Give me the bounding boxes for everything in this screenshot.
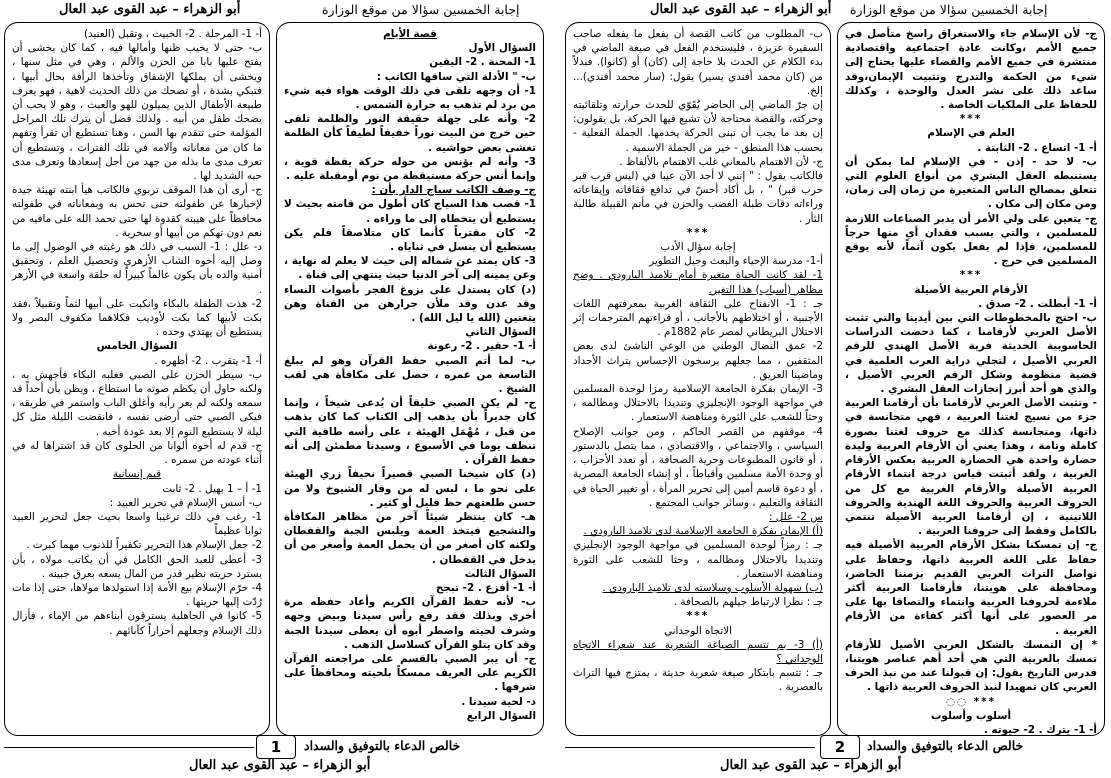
paragraph: 3- أعطى للعبد الحق الكامل في أن يكاتب مولاه ، بأن يسترد حريته نظير قدر من المال يسعه بعرق جبينه .	[12, 553, 262, 580]
paragraph: أ- 1- اتساع . 2- الثابتة .	[977, 141, 1097, 154]
paragraph: 1- أ – 1 بهيل . 2- ثابت	[162, 482, 262, 495]
section-heading: قصة الأيام	[383, 28, 437, 40]
section-heading: قيم إنسانية	[112, 468, 162, 481]
paragraph: إن جرّ الماضي إلى الحاضر يُقَوّي للحدث حرارته وتلقائيته وحركته، والقصة محتاجة لأن تشيع فيها الحركة، بل يقولون: إن بعد ما يجب أن تبنى الحركة يخدمها. الجملة الفعلية - بحسب هذا المنطق - خير من الجملة الاسمية .	[573, 99, 823, 154]
paragraph: 5- كانوا في الجاهلية يسترقون أبناءهم من الإماء ، فأزال ذلك الإسلام وجعلهم أحراراً كآبائهم .	[12, 610, 262, 637]
page-1	[4, 2, 544, 776]
subheading: السؤال الأول	[468, 42, 536, 55]
footer-author: أبو الزهراء – عبد القوى عبد العال	[720, 758, 902, 773]
paragraph: 2- عمق النضال الوطني من الوعي الناشئ لدى بعض المثقفين ، مما جعلهم يرسخون الإحساس بتراث الأجداد وماضينا العريق .	[573, 340, 823, 381]
paragraph: ب- " الأدلة التي ساقها الكاتب :	[376, 70, 536, 83]
paragraph: ب- المطلوب من كاتب القصة أن يفعل ما يفعله صاحب السفيرة عزيزة ، فليستخدم الفعل في صيغة الماضي في بدء الكلام عن الحدث بلا حاجة إلى (كان) أو (كانوا). فبدلاً من (كان محمد أفندي يسير) يقول: (سار محمد أفندي)... إلخ.	[573, 28, 823, 97]
paragraph: 1- المحنة . 2- اليقين	[429, 56, 536, 69]
section-heading: إجابة سؤال الأدب	[660, 241, 736, 254]
paragraph: - وتثبت الأصل العربي لأرقامنا بأن أرقامنا العربية جزء من نسيج لغتنا العربية ، فهي متجانسة في ذاتها، ومتجانسة كذلك مع حروف لغتنا بصورة كاملة وتامة ، وهذا يعني أن الأرقام العربية وليدة حضارة واحدة هي الحضارة العربية بعكس الأرقام الغربية ، ولقد أثبتت قياس درجة انتماء الأرقام العربية الأصيلة والأرقام الغربية مع كل من الحروف العربية والحروف اللغة الهندية والحروف اللاتينية ، إن أرقامنا العربية الأصيلة تنتمي بالكامل وفقط إلى حروفنا العربية .	[845, 397, 1097, 538]
paragraph: ب- أسس الإسلام في تحرير العبيد :	[109, 496, 262, 509]
paragraph: ب- لا حد - إذن - في الإسلام لما يمكن أن يستنبطه العقل البشري من أنواع العلوم التي تتعلق بمصالح الناس المتغيرة من زمان إلى زمان، ومن مكان إلى مكان .	[845, 155, 1097, 211]
question: س 2- علل :	[769, 510, 823, 523]
paragraph: جـ : نظرا لارتباط جيلهم بالصحافة .	[673, 596, 823, 609]
paragraph: ج- أرى أن هذا الموقف تربوي فالكاتب هيأ ابنته تهيئة جيدة لإخبارها عن طفولته حتى تحس به وبمعاناته في طفولته محافظاً على هيبته كقدوة لها حتى تحمد الله على مافيه من نعم دون تهكم من أبيها أو سخرية .	[12, 184, 262, 239]
subheading: السؤال الثالث	[464, 567, 536, 580]
paragraph: د- لحية سيدنا .	[461, 695, 536, 708]
column-right	[837, 22, 1105, 736]
paragraph: ب- احتج بالمخطوطات التي بين أيدينا والتي تثبت الأصل العربي لأرقامنا ، كما دحضت الدراسات الحاسوبية الحديثة فرية الأصل الهندي للرقم العربي الأصيل ، لتجلي دراية العرب العلمية في قضية منظومة وشكل الرقم العربي الأصيل ، والذي هو أحد أبرز إنجازات العقل البشري .	[845, 312, 1097, 396]
header-author: أبو الزهراء – عبد القوى عبد العال	[650, 2, 832, 17]
paragraph: جـ : تتسم بابتكار صيغة شعرية حديثة ، يمتزج فيها التراث بالعصرية .	[573, 667, 823, 694]
paragraph: أ- 1- يتقرب . 2- أظهره .	[154, 354, 262, 367]
question: (أ) الإيمان بفكرة الجامعة الإسلامية لدى تلاميذ البارودي .	[583, 525, 823, 538]
paragraph: 1- قصب هذا السياج كان أطول من قامته بحيث لا يستطيع أن يتخطاه إلى ما وراءه .	[284, 198, 536, 225]
paragraph: ج- إن تمسكنا بشكل الأرقام العربية الأصيلة فيه حفاظ على اللغة العربية ذاتها، وحفاظ على تواصل التراث العربي القديم بزمننا الحاضر، ومحافظة على هويتنا، فأرقامنا العربية أكثر ملاءمة لحروفنا العربية وانتماء والتصاقا بها على مر العصور على أنها أكثر كفاءة من الأرقام الغربية .	[845, 539, 1097, 637]
question: (أ) 3- بم تتسم الصياغة الشعرية عند شعراء الاتجاه الوجداني ؟	[573, 638, 823, 665]
separator-stars: ***	[686, 226, 710, 239]
section-heading: العلم في الإسلام	[927, 127, 1015, 140]
paragraph: أ- 1- يترك . 2- حيوته .	[983, 723, 1097, 736]
footer-motto: خالص الدعاء بالتوفيق والسداد	[867, 738, 1024, 753]
paragraph: ج- لم يكن الصبي خليقاً أن يُدعى شيخاً ، وإنما كان جديراً بأن يذهب إلى الكتاب كما كان يذهب من قبل ، مُهْمَل الهيئة ، على رأسه طاقية التي تنظف يوما في الأسبوع ، وسيدنا مطمئن إلى أنه حفظ القرآن .	[284, 397, 536, 467]
footer-motto: خالص الدعاء بالتوفيق والسداد	[304, 738, 461, 753]
paragraph: جـ : رمزاً لوحدة المسلمين في مواجهة الوجود الإنجليزي وتنديدا بالاحتلال ومظالمه ، وحثا للشعب على الثورة ومناهضة الاستعمار .	[573, 539, 823, 580]
paragraph: هـ- كان ينتظر شيئاً آخر من مظاهر المكافأة والتشجيع فيتخذ العمة ويلبس الجبة والقفطان ولكنه كان أصغر من أن يحمل العمة وأصغر من أن يدخل في القفطان .	[284, 510, 536, 566]
paragraph: 3- وأنه لم يؤنس من حوله حركة يقظة قوية ، وإنما أنس حركة مستيقظة من نوم أومقبلة عليه .	[284, 155, 536, 183]
paragraph: فالكاتب يقول : " إنني لا أجد الآن عيبا في (ليس قرب قبر حرب قبر) " ، بل أكاد أحسّ في تدافع ققافاته وإيقاعاته وراءاته دقات طبلة الغضب والحزن في مأتم القبيلة طالبة الثأر .	[573, 170, 823, 225]
paragraph: 3- كان يمتد عن شماله إلى حيث لا يعلم له نهاية ، وعن يمينه إلى آخر الدنيا حيث ينتهي إلى قناة .	[284, 255, 536, 282]
section-heading: الاتجاه الوجداني	[663, 624, 733, 637]
paragraph: 1- رغب في ذلك ترغيبا واسعا بحيث جعل لتحرير العبيد ثوابا عظيماً	[12, 510, 262, 538]
footer-author: أبو الزهراء – عبد القوى عبد العال	[189, 758, 371, 773]
paragraph: (د) كان يستدل على بزوغ الفجر بأصوات النساء وقد عدن وقد ملأن جرارهن من القناة وهن يتغنين (الله يا ليل الله) .	[284, 283, 536, 325]
column-left	[565, 22, 831, 736]
paragraph: أ-1- مدرسة الإحياء والبعث وجيل التطوير	[649, 255, 823, 268]
subheading: السؤال الثاني	[465, 326, 536, 339]
paragraph: أ- 1- حقير . 2- رعونة	[427, 340, 536, 353]
paragraph: ج- لأن الإسلام جاء والاستغراق راسخ متأصل في جميع الأمم ،وكانت عادة اجتماعية واقتصادية منتشرة في جميع الأمم والقضاء عليها يحتاج إلى شيء من الحكمة والتدرج وتثبيت الإيمان،وقد ساعد ذلك على نشر العدل والوحدة ، وكذلك للحفاظ على الملكيات الخاصة .	[845, 28, 1097, 112]
question: 1- لقد كانت الحياة متغيرة أمام تلاميذ البارودي . وضح مظاهر (أسباب) هذا التغير.	[573, 269, 823, 296]
separator-stars: ***	[686, 610, 710, 623]
page-number: 1	[256, 735, 296, 759]
section-heading: السؤال الخامس	[96, 340, 178, 353]
paragraph: أ- 1- أبطلت . 2- صدق .	[978, 297, 1097, 310]
paragraph: 3- الإيمان بفكرة الجامعة الإسلامية رمزا لوحدة المسلمين في مواجهة الوجود الإنجليزي وتنديدا بالاحتلال ومظالمه ، وحثاً للشعب على الثورة ومناهضة الاستعمار .	[573, 383, 823, 424]
paragraph: ج- لأن الاهتمام بالمعاني غلب الاهتمام بالألفاظ .	[619, 155, 823, 168]
separator-stars: ***	[959, 113, 983, 126]
column-right	[276, 22, 544, 736]
paragraph: 4- موقفهم من القصر الحاكم ، ومن جوانب الإصلاح السياسي ، والاجتماعي ، والاقتصادي ، مما يتصل بالدستور ، أو قانون المطبوعات وحرية الصحافة ، أو تعدد الأحزاب ، أو وحدة الأمة مسلمين وأقباطاً ، أو إنشاء الجامعة المصرية ، أو دعوة قاسم أمين إلى تحرير المرأة ، أو تغيير الحياة في الثقافة والتعليم ، وسائر جوانب المجتمع .	[573, 425, 823, 509]
paragraph: 2- هذت الطفلة بالبكاء وانكبت على أبيها لثماً وتقبيلاً ،فقد بكت لأبيها كما بكت لأوديب فكلاهما مكفوف البصر ولا يستطيع أن يهتدي وحده .	[12, 297, 262, 339]
page-number: 2	[820, 735, 860, 759]
paragraph: 4- حرّم الإسلام بيع الأمة إذا استولدها مولاها، حتى إذا مات رُدّت إليها حريتها .	[12, 581, 262, 609]
paragraph: أ- 1- المرحلة . 2- الخبيث ، وتقبل (العنيد)	[83, 28, 262, 40]
paragraph: ج- يتعين على ولي الأمر أن يدبر الصناعات اللازمة للمسلمين ، والتي يسبب فقدان أي منها حرجاً للمسلمين، فإذا لم يفعل يكون آثماً، لأنه يوقع المسلمين في حرج .	[845, 212, 1097, 268]
header-title: إجابة الخمسين سؤالا من موقع الوزارة	[322, 2, 520, 17]
paragraph: أ- 1- أفزع . 2- تبجح	[435, 581, 536, 594]
paragraph: * إن التمسك بالشكل العربي الأصيل للأرقام تمسك بالعربية التي هي أحد أهم عناصر هويتنا، فدرس التاريخ يقول: إن قبولنا عند من نبذ الحرف العربي كان تمهيدا لنبذ الحروف العربية ذاتها .	[845, 638, 1097, 694]
section-heading: أسلوب وأسلوب	[930, 709, 1012, 722]
paragraph: جـ : 1- الانفتاح على الثقافة الغربية بمعرفتهم اللغات الأجنبية ، أو اختلاطهم بالأجانب ، أو قراءتهم المترجمات إثر الاحتلال البريطاني لمصر عام 1882م .	[573, 297, 823, 339]
section-heading: الأرقام العربية الأصيلة	[914, 283, 1028, 296]
paragraph: د- علل : 1- السبب في ذلك هو رغبته في الوصول إلى ما وصل إليه أخوه الشاب الأزهري وتحصيل العلم ، وتحقيق أمنية والده بأن يكون عالماً كبيراً له حلقة واسعة في الأزهر .	[12, 241, 263, 296]
separator-stars: *** ◌◌	[945, 695, 997, 708]
paragraph: ب- سيطر الحزن على الصبي فغلبه البكاء فأجهش به ، ولكنه حاول أن يكظم صوته ما استطاع ، ويظن بأن أحداً قد سمعه ولكنه لم يعر رأيه وأغلق الباب واستمر في طريقه ، فيكى الصبي حتى أرضى نفسه ، فانقضت الليلة مثل كل ليلة لا يستطيع النوم إلا بعد عودة أخيه .	[12, 368, 262, 438]
paragraph: 2- كان مقترباً كأنما كان متلاصقاً فلم يكن يستطيع أن ينسل في ثناياه .	[284, 226, 536, 254]
page-2	[565, 2, 1105, 776]
question: (ب) سهولة الأسلوب وسلاسته لدى تلاميذ البارودي .	[602, 581, 823, 594]
column-left	[4, 22, 270, 736]
paragraph: 2- جعل الإسلام هذا التحرير تكفيراً للذنوب مهما كبرت .	[26, 539, 262, 552]
footer-rule	[4, 747, 254, 748]
paragraph: (د) كان شيخنا الصبي قصيراً نحيفاً زري الهيئة على نحو ما ، ليس له من وقار الشيوخ ولا من حسن طلعتهم حظ قليل أو كثير .	[284, 468, 536, 509]
paragraph: 1- أن وجهه تلقى في ذلك الوقت هواء فيه شيء من برد لم تذهب به حرارة الشمس .	[284, 84, 536, 112]
footer-rule	[565, 747, 815, 748]
header-title: إجابة الخمسين سؤالا من موقع الوزارة	[850, 2, 1048, 17]
paragraph: ب- حتى لا يخيب ظنها وأمالها فيه ، كما كان يخشى أن يفتح عليها بابا من الحزن والألم ، وهي في مثل سنها ، ويخشى أن يملكها الإشفاق وتأخذها الرأفة بحال أبيها ، فتبكي بشدة ، أو تضحك من ذلك الحديث لاهية ، فهو يعرف طبيعة الأطفال الذين يميلون للهو والعبث ، وهو لا يحب أن يضحك طفل من أبيه . ولذلك فضل أن يترك تلك المراحل المؤلمة حتى تتقدم بها السن ، وهنا تستطيع أن تقرأ وتفهم ما كان من معاناته وآلامه في تلك الفترات ، وتستطيع أن تعرف مدى ما بذله من جهد من أجل إسعادها وتعرف مدى حبه الشديد لها .	[12, 42, 262, 183]
header-author: أبو الزهراء – عبد القوى عبد العال	[59, 2, 241, 17]
subheading: السؤال الرابع	[466, 709, 536, 722]
paragraph: ب- لما أتم الصبي حفظ القرآن وهو لم يبلغ التاسعة من عمره ، حصل على مكافأة هي لقب الشيخ .	[284, 354, 536, 396]
paragraph: ج- أن يبر الصبي بالقسم على مراجعته القرآن الكريم على العريف ممسكاً بلحيته ومحافظاً على شرفها .	[284, 652, 536, 694]
paragraph: 2- وأنه على جهلة حقيقة النور والظلمة تلقى حين خرج من البيت نوراً خفيفاً لطيفاً كأن الظلمة تغشى بعض حواشيه .	[284, 113, 536, 154]
separator-stars: ***	[959, 269, 983, 282]
paragraph: ج- وصف الكاتب سياج الدار بأن :	[371, 184, 536, 197]
paragraph: ج- قدم له أخوه ألوانا من الحلوى كان قد اشتراها له في أثناء عودته من سمره .	[12, 439, 262, 467]
paragraph: ب- لأنه حفظ القرآن الكريم وأعاد حفظه مرة أخرى وبذلك فقد رفع رأس سيدنا وبيض وجهه وشرف لحيته واضطر أبوه أن يعطى سيدنا الجبة وقد كان يتلو القرآن كسلاسل الذهب .	[284, 596, 536, 651]
